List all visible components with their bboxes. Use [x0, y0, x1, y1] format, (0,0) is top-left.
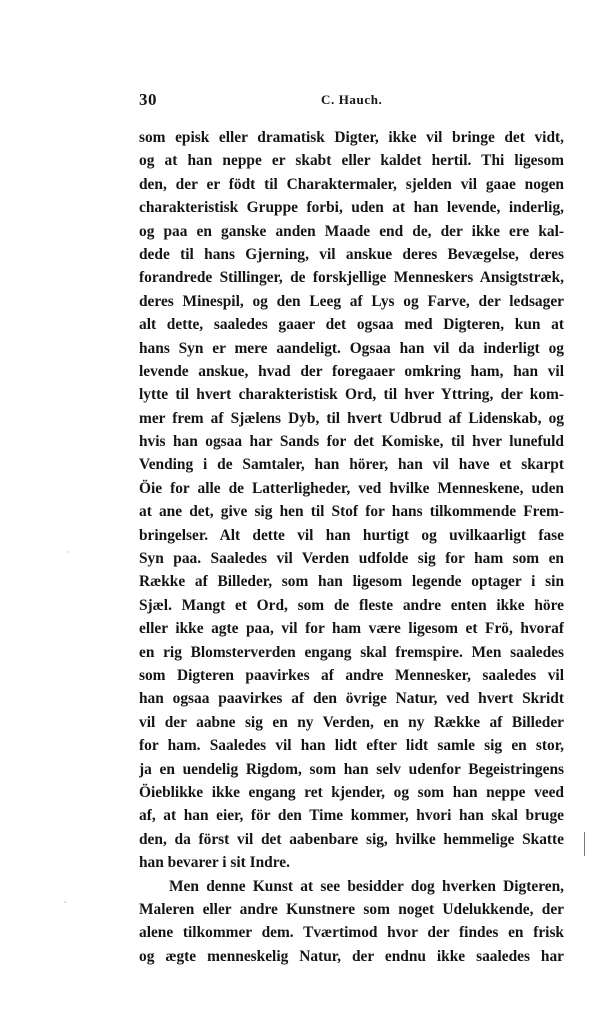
text-line: alt dette, saaledes gaaer det ogsaa med Digteren, kun at	[139, 316, 564, 334]
text-line: for ham. Saaledes vil han lidt efter lidt samle sig en stor,	[139, 737, 564, 755]
text-line: lytte til hvert charakteristisk Ord, til hver Yttring, der kom-	[139, 386, 564, 404]
text-line: hvis han ogsaa har Sands for det Komiske, til hver lunefuld	[139, 433, 564, 451]
text-line: forandrede Stillinger, de forskjellige Menneskers Ansigtstræk,	[139, 269, 564, 287]
text-line: Men denne Kunst at see besidder dog hverken Digteren,	[169, 877, 564, 895]
text-line: en rig Blomsterverden engang skal fremspire. Men saaledes	[139, 643, 564, 661]
text-line: Maleren eller andre Kunstnere som noget Udelukkende, der	[139, 900, 564, 918]
text-line: Række af Billeder, som han ligesom legende optager i sin	[139, 573, 564, 591]
margin-speck: ˛	[64, 893, 67, 903]
margin-speck: ·	[66, 547, 69, 557]
text-line: Sjæl. Mangt et Ord, som de fleste andre enten ikke höre	[139, 596, 564, 614]
text-line: og at han neppe er skabt eller kaldet hertil. Thi ligesom	[139, 152, 564, 170]
text-line: vil der aabne sig en ny Verden, en ny Række af Billeder	[139, 713, 564, 731]
text-line: og ægte menneskelig Natur, der endnu ikke saaledes har	[139, 947, 564, 965]
text-line: mer frem af Sjælens Dyb, til hvert Udbrud af Lidenskab, og	[139, 409, 564, 427]
text-line: han bevarer i sit Indre.	[139, 854, 290, 872]
text-line: ja en uendelig Rigdom, som han selv udenfor Begeistringens	[139, 760, 564, 778]
text-line: charakteristisk Gruppe forbi, uden at han levende, inderlig,	[139, 199, 564, 217]
text-line: bringelser. Alt dette vil han hurtigt og uvilkaarligt fase	[139, 526, 564, 544]
text-line: levende anskue, hvad der foregaaer omkring ham, han vil	[139, 362, 564, 380]
text-line: den, da först vil det aabenbare sig, hvilke hemmelige Skatte	[139, 830, 564, 848]
text-line: hans Syn er mere aandeligt. Ogsaa han vil da inderligt og	[139, 339, 564, 357]
running-head: C. Hauch.	[321, 92, 383, 107]
text-line: Vending i de Samtaler, han hörer, han vil have et skarpt	[139, 456, 564, 474]
text-line: som episk eller dramatisk Digter, ikke vil bringe det vidt,	[139, 129, 564, 146]
page-number: 30	[139, 90, 157, 109]
text-line: den, der er födt til Charaktermaler, sjelden vil gaae nogen	[139, 175, 564, 193]
text-line: som Digteren paavirkes af andre Mennesker, saaledes vil	[139, 666, 564, 684]
text-line: Öie for alle de Latterligheder, ved hvilke Menneskene, uden	[139, 479, 564, 497]
text-line: deres Minespil, og den Leeg af Lys og Farve, der ledsager	[139, 292, 564, 310]
page-edge-mark	[584, 832, 585, 856]
text-line: han ogsaa paavirkes af den övrige Natur, ved hvert Skridt	[139, 690, 564, 708]
text-line: at ane det, give sig hen til Stof for hans tilkommende Frem-	[139, 503, 564, 521]
text-line: alene tilkommer dem. Tværtimod hvor der findes en frisk	[139, 924, 564, 942]
text-line: og paa en ganske anden Maade end de, der ikke ere kal-	[139, 222, 564, 240]
body-text	[139, 126, 564, 968]
text-line: Öieblikke ikke engang ret kjender, og som han neppe veed	[139, 783, 564, 801]
text-line: eller ikke agte paa, vil for ham være ligesom et Frö, hvoraf	[139, 620, 564, 638]
text-line: dede til hans Gjerning, vil anskue deres Bevægelse, deres	[139, 245, 564, 263]
text-line: af, at han eier, för den Time kommer, hvori han skal bruge	[139, 807, 564, 825]
text-line: Syn paa. Saaledes vil Verden udfolde sig for ham som en	[139, 550, 564, 568]
